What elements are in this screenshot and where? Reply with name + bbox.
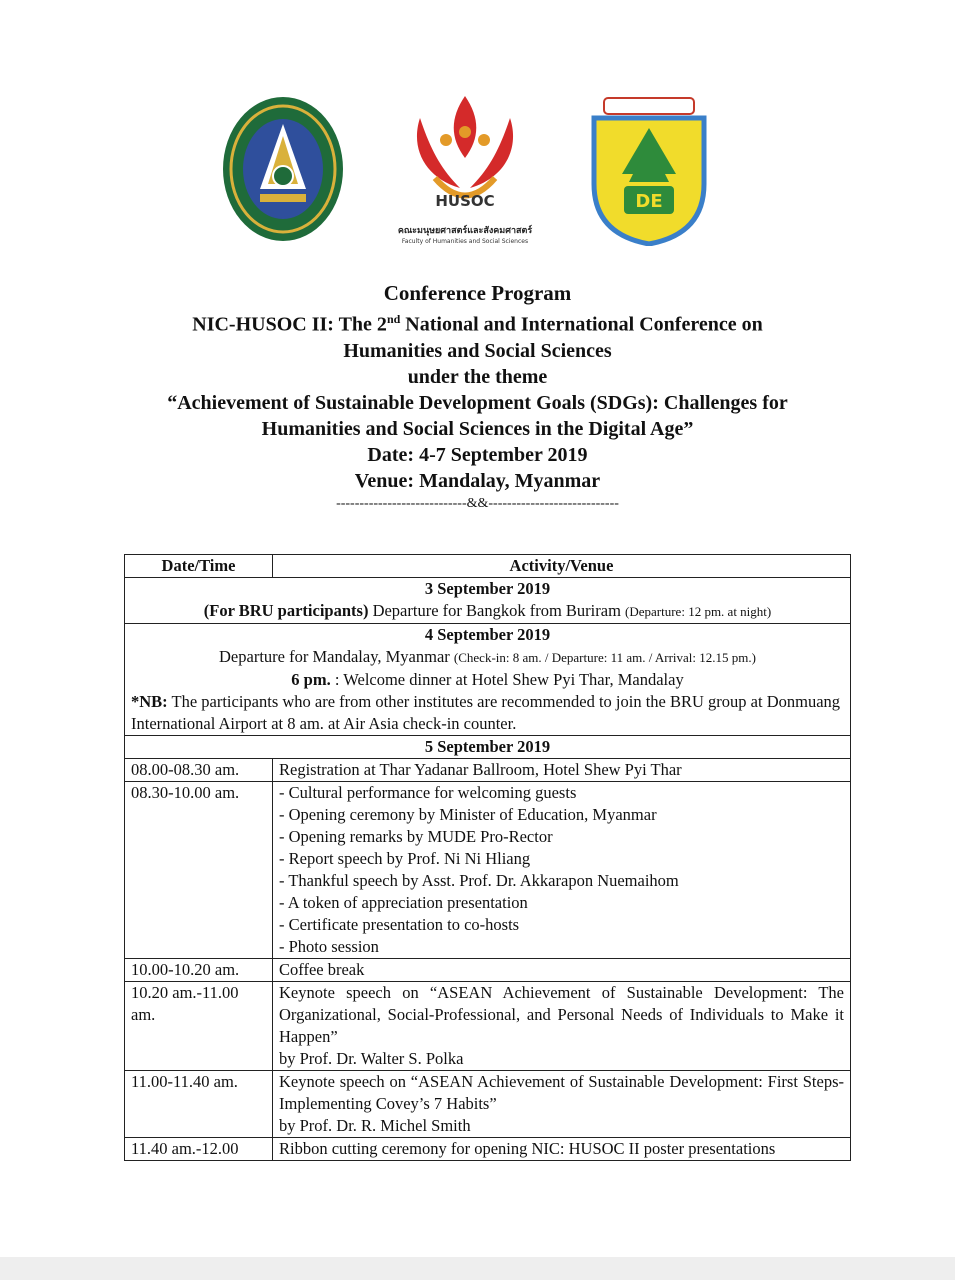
mude-shield-logo [584,94,714,246]
note-text: *NB: The participants who are from other institutes are recommended to join the BRU group at Donmuang International Airport at 8 am. at Air Asia check-in counter. [131,692,841,733]
table-row [125,759,851,782]
activity-line: by Prof. Dr. Walter S. Polka [279,1049,464,1068]
table-row [125,1071,851,1138]
table-row [125,959,851,982]
activity-cell [273,782,851,959]
table-row [125,982,851,1071]
activity-line: Coffee break [279,960,365,979]
header-activity: Activity/Venue [273,555,851,578]
day-row-5sep [125,736,851,759]
divider: ----------------------------&&---------------------------- [336,495,619,511]
day-heading: 4 September 2019 [424,625,551,644]
table-header-row [125,555,851,578]
activity-line: Registration at Thar Yadanar Ballroom, Hotel Shew Pyi Thar [279,760,682,779]
day-heading: 5 September 2019 [125,736,851,759]
program-header [0,280,955,514]
activity-cell [273,982,851,1071]
activity-line: Keynote speech on “ASEAN Achievement of Sustainable Development: First Steps- Implementing Covey’s 7 Habits” [279,1072,844,1113]
activity-line: - Opening remarks by MUDE Pro-Rector [279,827,553,846]
page-title: Conference Program [383,281,572,305]
activity-line: - Report speech by Prof. Ni Ni Hliang [279,849,531,868]
activity-line: - Certificate presentation to co-hosts [279,915,520,934]
activity-cell [273,1138,851,1161]
husoc-logo [380,88,550,253]
time-cell: 11.00-11.40 am. [125,1071,273,1138]
mude-shield-text: DE [635,191,663,212]
theme-intro: under the theme [407,365,548,388]
theme-line-1: “Achievement of Sustainable Development Goals (SDGs): Challenges for [167,391,788,414]
husoc-wordmark: HUSOC [435,192,495,210]
husoc-emblem-icon [380,88,550,220]
table-row [125,1138,851,1161]
day-row-4sep [125,624,851,736]
time-cell: 11.40 am.-12.00 [125,1138,273,1161]
husoc-thai-text: คณะมนุษยศาสตร์และสังคมศาสตร์ [397,226,533,236]
activity-cell [273,959,851,982]
activity-line: - Photo session [279,937,379,956]
day-heading: 3 September 2019 [424,579,551,598]
day-row-3sep [125,578,851,624]
time-cell: 10.00-10.20 am. [125,959,273,982]
activity-line: Ribbon cutting ceremony for opening NIC: HUSOC II poster presentations [279,1139,776,1158]
activity-text: 6 pm. : Welcome dinner at Hotel Shew Pyi Thar, Mandalay [291,670,684,689]
conference-venue: Venue: Mandalay, Myanmar [354,469,601,492]
activity-line: by Prof. Dr. R. Michel Smith [279,1116,471,1135]
conference-date: Date: 4-7 September 2019 [367,443,588,466]
activity-cell [273,1071,851,1138]
activity-line: - Thankful speech by Asst. Prof. Dr. Akkarapon Nuemaihom [279,871,679,890]
activity-line: - A token of appreciation presentation [279,893,528,912]
time-cell: 08.00-08.30 am. [125,759,273,782]
activity-cell [273,759,851,782]
activity-line: - Cultural performance for welcoming guests [279,783,577,802]
activity-line: - Opening ceremony by Minister of Education, Myanmar [279,805,657,824]
schedule-rows [125,759,851,1161]
time-cell: 08.30-10.00 am. [125,782,273,959]
activity-line: Keynote speech on “ASEAN Achievement of Sustainable Development: The Organizational, Social-Professional, and Personal Needs of Individuals to Make it Happen” [279,983,844,1046]
program-table [124,554,851,1161]
conference-name-cont: Humanities and Social Sciences [343,339,612,362]
header-datetime: Date/Time [125,555,273,578]
bru-seal-logo [220,94,346,244]
bottom-bar [0,1257,955,1280]
time-cell: 10.20 am.-11.00 am. [125,982,273,1071]
activity-text: (For BRU participants) Departure for Bangkok from Buriram (Departure: 12 pm. at night) [203,601,772,620]
theme-line-2: Humanities and Social Sciences in the Digital Age” [261,417,694,440]
conference-name: NIC-HUSOC II: The 2nd National and International Conference on [192,312,763,336]
activity-text: Departure for Mandalay, Myanmar (Check-in: 8 am. / Departure: 11 am. / Arrival: 12.15 pm.) [219,647,756,666]
husoc-english-text: Faculty of Humanities and Social Sciences [401,238,529,245]
logo-row [0,88,955,258]
table-row [125,782,851,959]
